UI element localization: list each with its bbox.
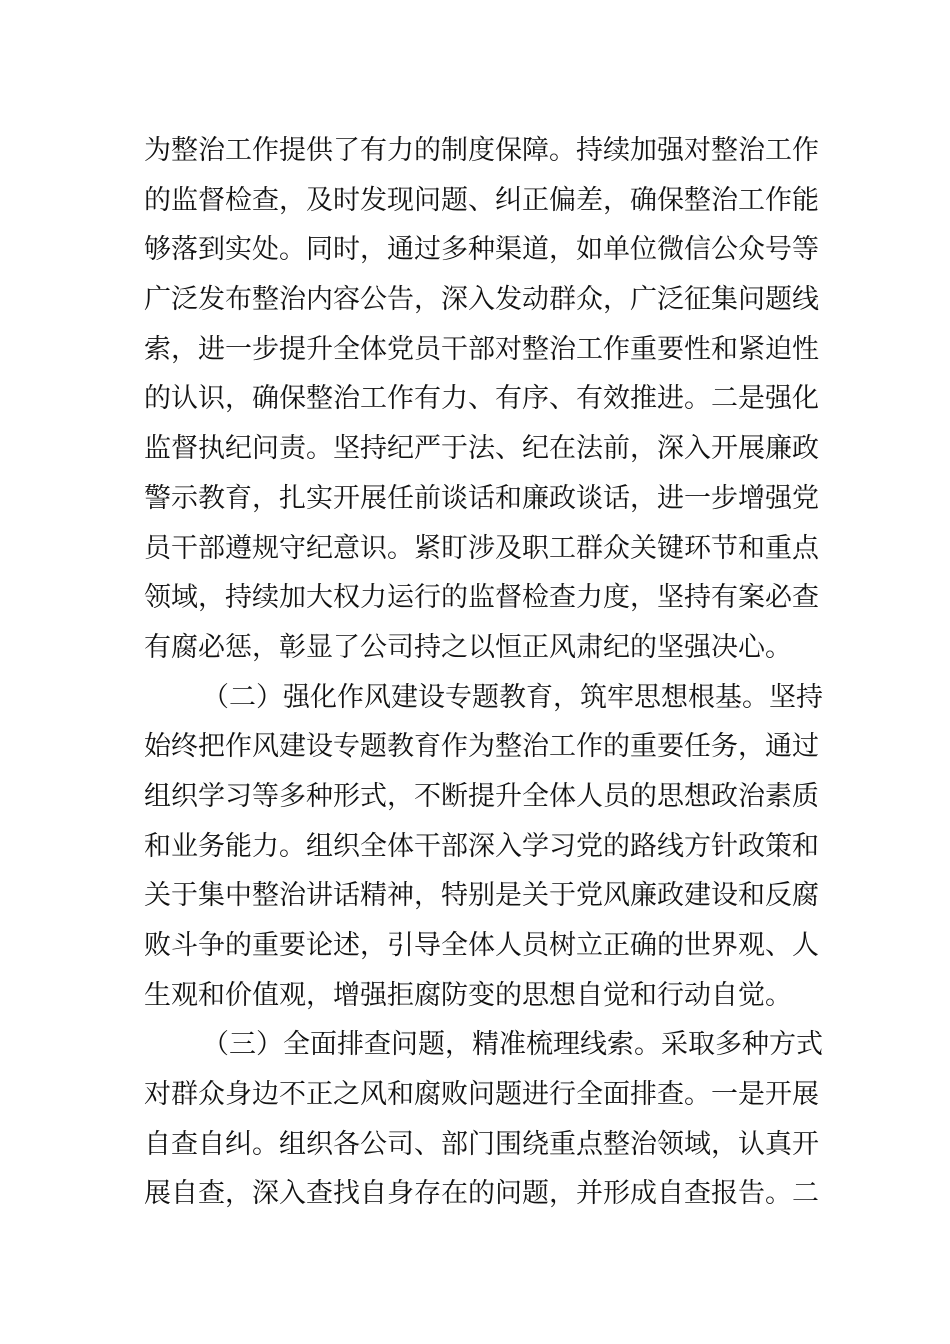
text-line: 自查自纠。组织各公司、部门围绕重点整治领域，认真开 xyxy=(144,1128,819,1160)
document-body xyxy=(144,126,823,1219)
text-line: 够落到实处。同时，通过多种渠道，如单位微信公众号等 xyxy=(144,234,819,266)
text-line: 员干部遵规守纪意识。紧盯涉及职工群众关键环节和重点 xyxy=(144,532,819,564)
text-line: 警示教育，扎实开展任前谈话和廉政谈话，进一步增强党 xyxy=(144,482,819,514)
text-line: 监督执纪问责。坚持纪严于法、纪在法前，深入开展廉政 xyxy=(144,433,819,465)
text-line: 组织学习等多种形式，不断提升全体人员的思想政治素质 xyxy=(144,780,819,812)
text-line: （三）全面排查问题，精准梳理线索。采取多种方式 xyxy=(202,1029,823,1061)
text-line: 索，进一步提升全体党员干部对整治工作重要性和紧迫性 xyxy=(144,333,819,365)
text-line: （二）强化作风建设专题教育，筑牢思想根基。坚持 xyxy=(202,681,823,713)
text-line: 败斗争的重要论述，引导全体人员树立正确的世界观、人 xyxy=(144,930,819,961)
text-line: 的认识，确保整治工作有力、有序、有效推进。二是强化 xyxy=(144,383,819,415)
text-line: 为整治工作提供了有力的制度保障。持续加强对整治工作 xyxy=(144,135,819,166)
text-line: 对群众身边不正之风和腐败问题进行全面排查。一是开展 xyxy=(144,1079,819,1111)
text-line: 的监督检查，及时发现问题、纠正偏差，确保整治工作能 xyxy=(144,184,819,216)
text-line: 始终把作风建设专题教育作为整治工作的重要任务，通过 xyxy=(144,731,819,763)
text-line: 广泛发布整治内容公告，深入发动群众，广泛征集问题线 xyxy=(144,284,819,316)
text-line: 领域，持续加大权力运行的监督检查力度，坚持有案必查 xyxy=(144,582,819,614)
text-line: 有腐必惩，彰显了公司持之以恒正风肃纪的坚强决心。 xyxy=(144,631,792,663)
text-line: 和业务能力。组织全体干部深入学习党的路线方针政策和 xyxy=(144,830,819,862)
text-line: 生观和价值观，增强拒腐防变的思想自觉和行动自觉。 xyxy=(144,979,792,1011)
text-line: 关于集中整治讲话精神，特别是关于党风廉政建设和反腐 xyxy=(144,880,819,912)
text-line: 展自查，深入查找自身存在的问题，并形成自查报告。二 xyxy=(144,1178,819,1210)
